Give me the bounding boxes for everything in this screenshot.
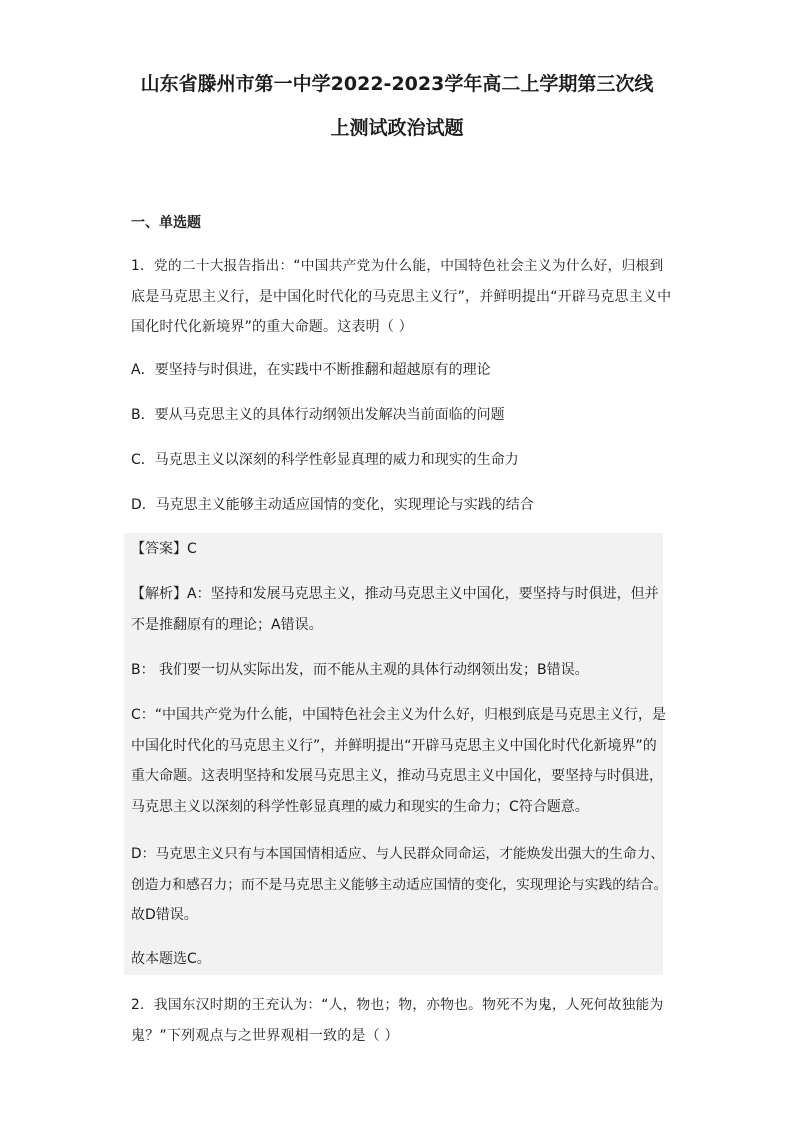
explanation-line: 不是推翻原有的理论；A错误。	[131, 616, 323, 633]
explanation-c	[131, 700, 667, 822]
explanation-line: 重大命题。这表明坚持和发展马克思主义，推动马克思主义中国化，要坚持与时俱进，	[131, 768, 663, 784]
stem-line: 2．我国东汉时期的王充认为：“人，物也；物，亦物也。物死不为鬼，人死何故独能为	[131, 997, 664, 1013]
explanation-line: 马克思主义以深刻的科学性彰显真理的威力和现实的生命力；C符合题意。	[131, 798, 589, 815]
explanation-line: 【解析】A：坚持和发展马克思主义，推动马克思主义中国化，要坚持与时俱进，但并	[131, 586, 659, 602]
title-line-1: 山东省滕州市第一中学2022-2023学年高二上学期第三次线	[140, 73, 654, 95]
option-a: A．要坚持与时俱进，在实践中不断推翻和超越原有的理论	[131, 362, 491, 378]
question-2-stem	[131, 990, 663, 1051]
stem-line: 1．党的二十大报告指出：“中国共产党为什么能，中国特色社会主义为什么好，归根到	[131, 258, 664, 274]
explanation-d	[131, 839, 668, 931]
stem-line: 底是马克思主义行，是中国化时代化的马克思主义行”，并鲜明提出“开辟马克思主义中	[131, 288, 672, 305]
explanation-line: 故D错误。	[131, 907, 198, 923]
stem-line: 鬼？”下列观点与之世界观相一致的是（ ）	[131, 1027, 399, 1044]
answer-line: 【答案】C	[131, 541, 197, 557]
option-d: D．马克思主义能够主动适应国情的变化，实现理论与实践的结合	[131, 497, 534, 513]
title-line-2: 上测试政治试题	[330, 117, 464, 139]
explanation-a	[131, 579, 663, 640]
option-b: B．要从马克思主义的具体行动纲领出发解决当前面临的问题	[131, 407, 505, 423]
explanation-b: B： 我们要一切从实际出发，而不能从主观的具体行动纲领出发；B错误。	[131, 662, 589, 678]
question-1-stem	[131, 251, 672, 343]
conclusion: 故本题选C。	[131, 951, 211, 967]
explanation-line: 中国化时代化的马克思主义行”，并鲜明提出“开辟马克思主义中国化时代化新境界”的	[131, 737, 657, 754]
section-heading: 一、单选题	[131, 215, 201, 231]
option-c: C．马克思主义以深刻的科学性彰显真理的威力和现实的生命力	[131, 452, 519, 468]
explanation-line: C：“中国共产党为什么能，中国特色社会主义为什么好，归根到底是马克思主义行，是	[131, 707, 667, 723]
stem-line: 国化时代化新境界”的重大命题。这表明（ ）	[131, 319, 413, 335]
document-title	[100, 62, 694, 150]
explanation-line: 创造力和感召力；而不是马克思主义能够主动适应国情的变化，实现理论与实践的结合。	[131, 876, 668, 893]
explanation-line: D：马克思主义只有与本国国情相适应、与人民群众同命运，才能焕发出强大的生命力、	[131, 846, 665, 862]
